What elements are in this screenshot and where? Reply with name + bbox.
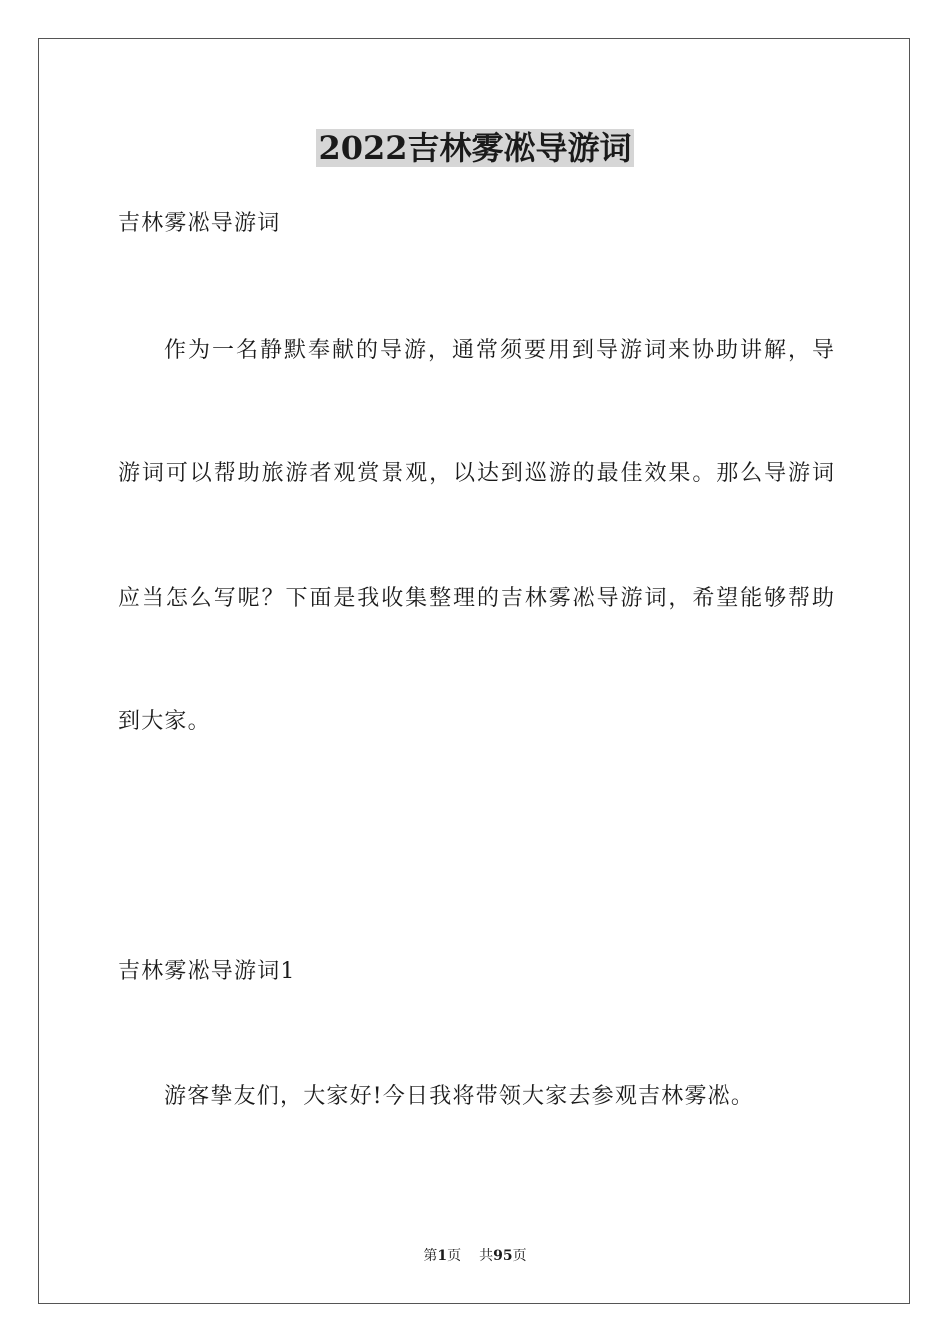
document-subtitle: 吉林雾凇导游词 bbox=[118, 211, 281, 236]
page-suffix: 页 bbox=[447, 1248, 462, 1264]
intro-line-4: 到大家。 bbox=[118, 709, 211, 734]
page-number: 1 bbox=[437, 1248, 448, 1264]
section-heading: 吉林雾凇导游词1 bbox=[118, 959, 296, 984]
document-title-text: 2022吉林雾凇导游词 bbox=[318, 129, 632, 167]
intro-line-2: 游词可以帮助旅游者观赏景观，以达到巡游的最佳效果。那么导游词 bbox=[118, 461, 834, 486]
page-footer bbox=[0, 1246, 950, 1266]
section-first-line: 游客挚友们，大家好!今日我将带领大家去参观吉林雾凇。 bbox=[164, 1084, 755, 1109]
document-title bbox=[0, 126, 950, 170]
intro-line-3: 应当怎么写呢？下面是我收集整理的吉林雾凇导游词，希望能够帮助 bbox=[118, 586, 834, 611]
total-pages: 95 bbox=[493, 1248, 513, 1264]
total-prefix: 共 bbox=[479, 1248, 494, 1264]
page-prefix: 第 bbox=[423, 1248, 438, 1264]
intro-line-1: 作为一名静默奉献的导游，通常须要用到导游词来协助讲解，导 bbox=[164, 338, 834, 363]
total-suffix: 页 bbox=[512, 1248, 527, 1264]
